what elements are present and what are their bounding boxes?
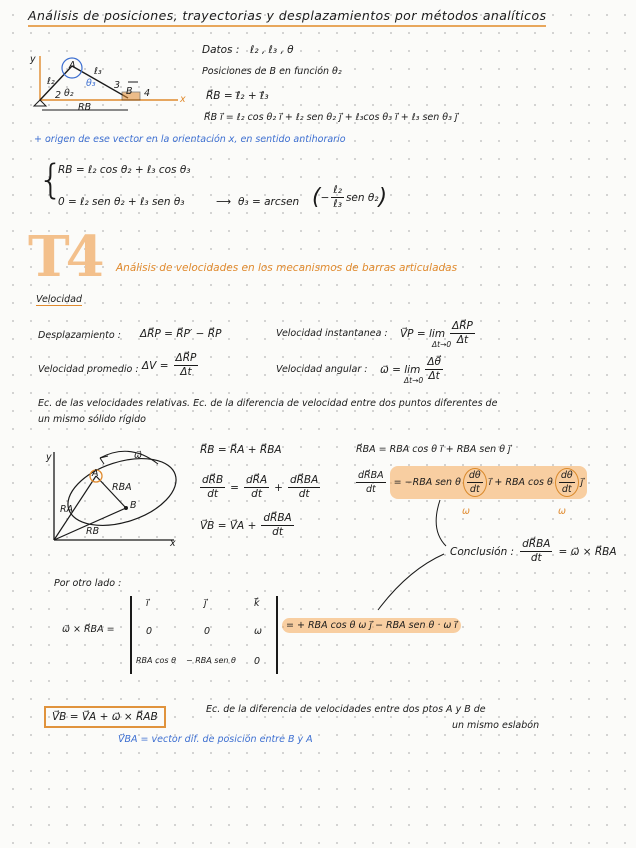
conclusion-den: dt bbox=[530, 552, 542, 564]
rotation-arrow bbox=[100, 451, 158, 464]
rba-definition: R⃗BA = RBA cos θ i⃗ + RBA sen θ j⃗ bbox=[356, 444, 511, 455]
theta3-den: ℓ₃ bbox=[333, 198, 342, 210]
determinant-left-bar bbox=[130, 596, 132, 674]
det-r2c1: 0 bbox=[146, 626, 153, 637]
drba-den: dt bbox=[365, 484, 376, 495]
vel-inst-num: ΔR⃗P bbox=[452, 320, 473, 332]
page-title: Análisis de posiciones, trayectorias y desplazamientos por métodos analíticos bbox=[28, 8, 546, 27]
section-number-t4: T4 bbox=[28, 224, 101, 290]
diag1-label-l3: ℓ₃ bbox=[94, 66, 102, 77]
rotation-arrowhead bbox=[100, 456, 108, 464]
dtheta-num-2: dθ bbox=[560, 470, 573, 481]
conclusion-label: Conclusión : bbox=[450, 545, 515, 558]
det-r3c1: RBA cos θ bbox=[136, 656, 176, 665]
diag1-label-a: A bbox=[69, 60, 76, 71]
det-r3c2: − RBA sen θ bbox=[186, 656, 236, 665]
diag1-label-l2: ℓ₂ bbox=[47, 76, 55, 87]
vel-ang-den: Δt bbox=[428, 370, 440, 382]
rigid-body-diagram bbox=[40, 446, 190, 556]
cross-result: = + RBA cos θ ω j⃗ − RBA sen θ · ω i⃗ bbox=[282, 618, 461, 633]
diag1-label-y: y bbox=[30, 54, 36, 65]
posiciones-text: Posiciones de B en función θ₂ bbox=[202, 66, 342, 77]
diag2-label-rb: RB bbox=[86, 526, 100, 537]
theta3-num: ℓ₂ bbox=[333, 184, 342, 196]
diag2-label-omega: ω⃗ bbox=[134, 450, 142, 461]
conclusion-rhs: = ω⃗ × R⃗BA bbox=[558, 545, 617, 558]
eq-rb-components: R⃗B i⃗ = ℓ₂ cos θ₂ i⃗ + ℓ₂ sen θ₂ j⃗ + ℓ₃cos θ₃ i⃗ + ℓ₃ sen θ₃ j⃗ bbox=[204, 112, 458, 123]
dtheta-den-1: dt bbox=[469, 484, 480, 495]
diag1-label-theta2: θ₂ bbox=[64, 88, 74, 99]
det-r1c2: j⃗ bbox=[204, 598, 207, 609]
vel-prom-den: Δt bbox=[180, 366, 192, 378]
deriv-t2-den: dt bbox=[298, 488, 310, 500]
drba-num: dR⃗BA bbox=[358, 470, 384, 481]
vel-ang-label: Velocidad angular : bbox=[276, 364, 368, 375]
conclusion bbox=[450, 538, 617, 565]
vel-inst-den: Δt bbox=[456, 334, 469, 346]
system-arrow: ⟶ bbox=[216, 196, 232, 208]
diag1-label-rb: RB bbox=[78, 102, 92, 113]
diag2-label-y: y bbox=[46, 452, 52, 463]
desplazamiento-eq: ΔR⃗P = R⃗P′ − R⃗P bbox=[140, 328, 222, 340]
theta3-expression: ( − $\frac{\text{ℓ₂}}{\text{ℓ₃}}$ sen θ₂ ) bbox=[312, 184, 388, 210]
diag2-label-a: A bbox=[92, 468, 99, 479]
derivative-equation: $\frac{dR⃗B}{dt}$ = $\frac{dR⃗A}{dt}$ + $\frac{dR⃗BA}{dt}$ bbox=[202, 474, 319, 500]
drba-equation bbox=[354, 466, 587, 499]
eq-rb-sum: R⃗B = ℓ⃗₂ + ℓ⃗₃ bbox=[206, 90, 269, 102]
diag2-label-x: x bbox=[170, 538, 176, 549]
diag2-label-ra: RA bbox=[60, 504, 74, 515]
determinant-right-bar bbox=[276, 596, 278, 674]
vba-note: V⃗BA = vector dif. de posición entre B y A bbox=[118, 734, 313, 745]
cross-lhs: ω⃗ × R⃗BA = bbox=[62, 624, 115, 635]
vel-inst-label: Velocidad instantanea : bbox=[276, 328, 388, 339]
diag2-label-b: B bbox=[130, 500, 137, 511]
diag1-label-x: x bbox=[180, 94, 186, 105]
system-brace: { bbox=[38, 157, 64, 203]
drba-highlight bbox=[390, 466, 588, 499]
vel-ang-num: Δθ⃗ bbox=[427, 356, 441, 368]
diag1-label-3: 3 bbox=[114, 80, 121, 91]
vel-prom-label: Velocidad promedio : bbox=[38, 364, 139, 375]
omega-label-1: ω bbox=[462, 506, 470, 517]
vb-den: dt bbox=[272, 526, 283, 538]
datos-label: Datos : bbox=[202, 44, 240, 56]
det-r2c2: 0 bbox=[204, 626, 211, 637]
por-otro-lado: Por otro lado : bbox=[54, 578, 122, 589]
conclusion-num: dR⃗BA bbox=[522, 538, 551, 550]
vel-inst-lim: Δt→0 bbox=[432, 340, 452, 349]
ground-pivot bbox=[34, 100, 46, 106]
dtheta-num-1: dθ bbox=[468, 470, 481, 481]
deriv-t1-den: dt bbox=[251, 488, 262, 500]
ec-text-line1: Ec. de las velocidades relativas. Ec. de la diferencia de velocidad entre dos puntos diferentes de bbox=[38, 398, 498, 409]
dtheta-den-2: dt bbox=[561, 484, 572, 495]
arrow-from-cross bbox=[378, 554, 444, 610]
final-equation-box: V⃗B = V⃗A + ω⃗ × R⃗AB bbox=[44, 706, 166, 728]
vel-ang-lim: Δt→0 bbox=[404, 376, 424, 385]
deriv-lhs-den: dt bbox=[207, 488, 218, 500]
subheading-velocidad: Velocidad bbox=[36, 294, 82, 305]
drba-end: j⃗ bbox=[580, 477, 584, 488]
deriv-t2-num: dR⃗BA bbox=[289, 474, 319, 486]
diag1-label-2: 2 bbox=[55, 90, 62, 101]
deriv-lhs-num: dR⃗B bbox=[202, 474, 224, 486]
diag1-label-b: B bbox=[126, 86, 133, 97]
vb-equation bbox=[200, 512, 296, 539]
vel-prom-lhs: ΔV = bbox=[142, 359, 169, 372]
datos-values: ℓ₂ , ℓ₃ , θ bbox=[250, 44, 294, 56]
omega-label-2: ω bbox=[558, 506, 566, 517]
rb-sum2: R⃗B = R⃗A + R⃗BA bbox=[200, 444, 282, 456]
ec-text-line2: un mismo sólido rígido bbox=[38, 414, 146, 425]
drba-mid: i⃗ + RBA cos θ bbox=[488, 477, 553, 488]
vb-lhs: V⃗B = V⃗A + bbox=[200, 519, 257, 532]
final-desc-line2: un mismo eslabón bbox=[452, 720, 540, 731]
vel-inst-lhs: V⃗P = lim bbox=[400, 327, 446, 340]
diag1-label-4: 4 bbox=[144, 88, 151, 99]
theta3-suffix: sen θ₂ bbox=[345, 191, 379, 204]
vel-ang-lhs: ω⃗ = lim bbox=[380, 363, 421, 376]
vel-prom-num: ΔR⃗P bbox=[175, 352, 197, 364]
theta3-prefix: θ₃ = arcsen bbox=[238, 196, 300, 208]
system-eq2: 0 = ℓ₂ sen θ₂ + ℓ₃ sen θ₃ bbox=[58, 196, 185, 208]
arrow-to-conclusion bbox=[436, 500, 446, 546]
det-r2c3: ω bbox=[254, 626, 262, 637]
det-r1c3: k⃗ bbox=[254, 598, 260, 609]
diag2-label-rba: RBA bbox=[112, 482, 132, 493]
section-title: Análisis de velocidades en los mecanismos de barras articuladas bbox=[116, 262, 458, 274]
point-b-dot bbox=[124, 506, 128, 510]
vel-prom-eq bbox=[142, 352, 200, 379]
final-desc-line1: Ec. de la diferencia de velocidades entre dos ptos A y B de bbox=[206, 704, 486, 715]
drba-term1: = −RBA sen θ bbox=[393, 477, 461, 488]
mechanism-diagram bbox=[30, 54, 190, 124]
deriv-t1-num: dR⃗A bbox=[245, 474, 268, 486]
diag1-label-theta3: θ₃ bbox=[86, 78, 96, 89]
vb-num: dR⃗BA bbox=[263, 512, 292, 524]
det-r3c3: 0 bbox=[254, 656, 261, 667]
note-origin: + origen de ese vector en la orientación x, en sentido antihorario bbox=[34, 134, 346, 145]
system-eq1: RB = ℓ₂ cos θ₂ + ℓ₃ cos θ₃ bbox=[58, 164, 191, 176]
desplazamiento-label: Desplazamiento : bbox=[38, 330, 121, 341]
det-r1c1: i⃗ bbox=[146, 598, 149, 609]
